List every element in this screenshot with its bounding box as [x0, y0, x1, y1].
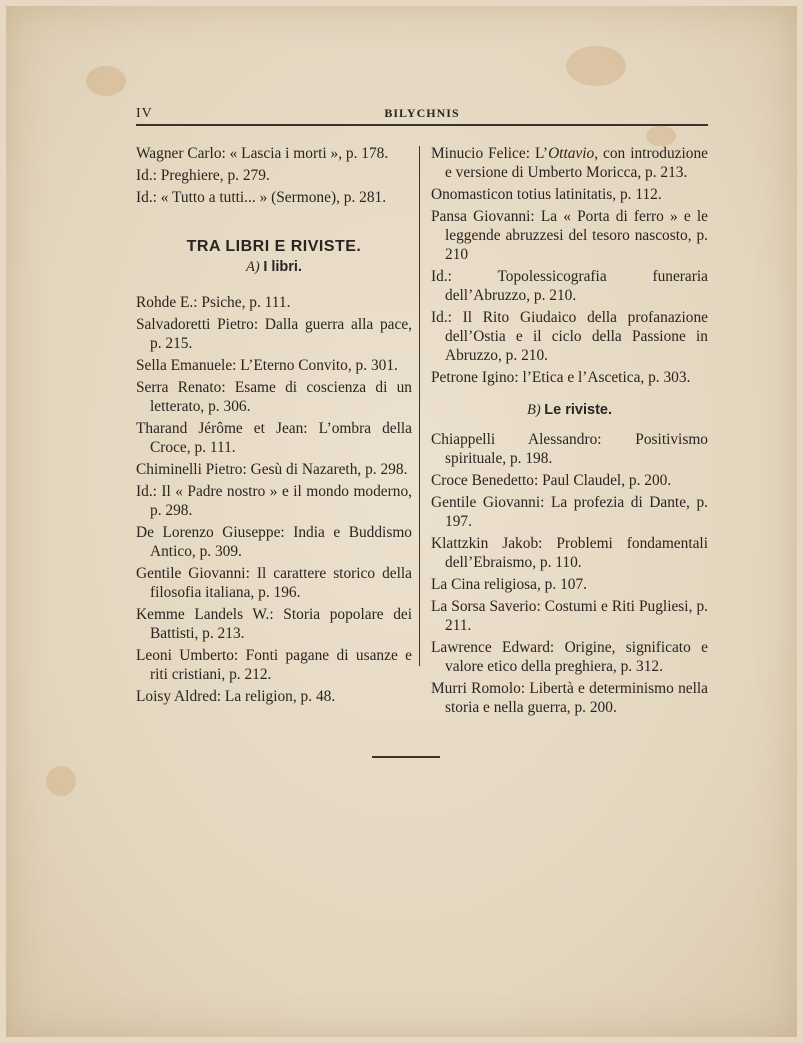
entry-text: Minucio Felice: L’: [431, 145, 549, 162]
index-entry: Chiappelli Alessandro: Positivismo spirituale, p. 198.: [431, 431, 708, 467]
index-entry: De Lorenzo Giuseppe: India e Buddismo Antico, p. 309.: [136, 524, 412, 560]
section-title: TRA LIBRI E RIVISTE.: [186, 238, 362, 255]
right-column: [431, 144, 708, 720]
index-entry: La Sorsa Saverio: Costumi e Riti Pugliesi, p. 211.: [431, 598, 708, 634]
subsection-title: [136, 258, 412, 277]
subsection-letter: B): [526, 402, 541, 418]
index-entry: Onomasticon totius latinitatis, p. 112.: [431, 186, 662, 203]
index-entry: La Cina religiosa, p. 107.: [431, 576, 588, 593]
index-entry-minucio: [431, 144, 708, 182]
entry-title-italic: Ottavio: [548, 145, 595, 162]
index-entry: Kemme Landels W.: Storia popolare dei Battisti, p. 213.: [136, 606, 412, 642]
subsection-label: Le riviste.: [544, 402, 612, 418]
index-entry: Id.: Il Rito Giudaico della profanazione dell’Ostia e il ciclo della Passione in Abruzzo, p. 210.: [431, 309, 708, 364]
index-entry: Id.: Il « Padre nostro » e il mondo moderno, p. 298.: [136, 483, 412, 519]
header-rule: [136, 124, 708, 126]
subsection-letter: A): [246, 259, 260, 275]
index-entry: Croce Benedetto: Paul Claudel, p. 200.: [431, 472, 672, 489]
index-entry: Petrone Igino: l’Etica e l’Ascetica, p. 303.: [431, 369, 691, 386]
index-entry: Leoni Umberto: Fonti pagane di usanze e riti cristiani, p. 212.: [136, 647, 412, 683]
index-entry: Lawrence Edward: Origine, significato e valore etico della preghiera, p. 312.: [431, 639, 708, 675]
stain: [646, 126, 676, 146]
index-entry: Loisy Aldred: La religion, p. 48.: [136, 688, 336, 705]
index-entry: Klattzkin Jakob: Problemi fondamentali dell’Ebraismo, p. 110.: [431, 535, 708, 571]
column-divider: [419, 146, 420, 666]
index-entry: Pansa Giovanni: La « Porta di ferro » e le leggende abruzzesi del tesoro nascosto, p. 210: [431, 208, 708, 263]
index-entry: Serra Renato: Esame di coscienza di un letterato, p. 306.: [136, 379, 412, 415]
index-entry: Murri Romolo: Libertà e determinismo nella storia e nella guerra, p. 200.: [431, 680, 708, 716]
stain: [86, 66, 126, 96]
index-entry: Gentile Giovanni: Il carattere storico della filosofia italiana, p. 196.: [136, 565, 412, 601]
index-entry: Id.: Preghiere, p. 279.: [136, 167, 270, 184]
stain: [46, 766, 76, 796]
index-entry: Wagner Carlo: « Lascia i morti », p. 178.: [136, 145, 389, 162]
left-column: [136, 144, 412, 709]
index-entry: Gentile Giovanni: La profezia di Dante, p. 197.: [431, 494, 708, 530]
index-entry: Salvadoretti Pietro: Dalla guerra alla pace, p. 215.: [136, 316, 412, 352]
subsection-title: [431, 401, 708, 420]
index-entry: Chiminelli Pietro: Gesù di Nazareth, p. 298.: [136, 461, 408, 478]
index-entry: Id.: « Tutto a tutti... » (Sermone), p. 281.: [136, 189, 387, 206]
running-title: BILYCHNIS: [384, 106, 460, 120]
page-header: [136, 104, 708, 124]
subsection-label: I libri.: [263, 259, 302, 275]
end-rule: [372, 756, 440, 758]
entry-text: , con introduzione e versione di Umberto Moricca, p. 213.: [445, 145, 708, 181]
stain: [566, 46, 626, 86]
index-entry: Rohde E.: Psiche, p. 111.: [136, 294, 291, 311]
index-entry: Sella Emanuele: L’Eterno Convito, p. 301.: [136, 357, 398, 374]
index-entry: Tharand Jérôme et Jean: L’ombra della Croce, p. 111.: [136, 420, 412, 456]
page-number: IV: [136, 106, 153, 121]
index-entry: Id.: Topolessicografia funeraria dell’Abruzzo, p. 210.: [431, 268, 708, 304]
